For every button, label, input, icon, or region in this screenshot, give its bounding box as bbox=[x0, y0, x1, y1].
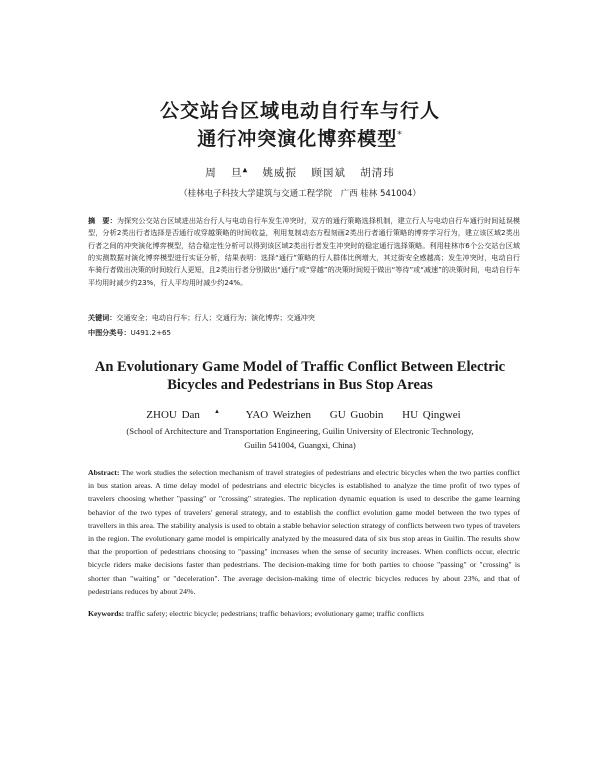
cn-affiliation: （桂林电子科技大学建筑与交通工程学院 广西 桂林 541004） bbox=[179, 189, 421, 199]
en-title-line2: Bicycles and Pedestrians in Bus Stop Areas bbox=[167, 377, 433, 393]
cn-classification bbox=[88, 328, 520, 338]
cn-keywords-text: 交通安全；电动自行车；行人；交通行为；演化博弈；交通冲突 bbox=[116, 313, 315, 322]
cn-abstract-text: 为探究公交站台区域进出站台行人与电动自行车发生冲突时，双方的通行策略选择机制，建立行人与电动自行车通行时间延误模型，分析2类出行者选择是否通行或穿越策略的时间收益，利用复制动态方程刻画2类出行者通行策略的博弈学习行为，建立该区域2类出行者之间的冲突演化博弈模型，结合稳定性分析可以得到该区域2类出行者发生冲突时的稳定通行选择策略。利用桂林市6个公交站台区域的实测数据对演化博弈模型进行实证分析，结果表明：选择“通行”策略的行人群体比例增大，其过街安全感越高；发生冲突时，电动自行车骑行者做出决策的时间较行人更短，且2类出行者分别做出“通行”或“穿越”的决策时间短于做出“等待”或“减速”的决策时间，电动自行车平均用时减少约23%，行人平均用时减少约24%。 bbox=[88, 216, 521, 287]
cn-title-line2: 通行冲突演化博弈模型* bbox=[197, 128, 403, 150]
en-abstract-text: The work studies the selection mechanism of travel strategies of pedestrians and electric bicycles when the two parties conflict in bus station areas. A time delay model of pedestrians and electric bicycles is established to analyze the time profit of two types of travelers choosing whether "passing" or "crossing" strategies. The replication dynamic equation is used to describe the game learning behavior of the two types of travelers' general strategy, and to establish the conflict evolution game model between the two types of travellers in this area. The stability analysis is used to obtain a stable behavior selection strategy of conflicts between two types of travelers in the region. The evolutionary game model is empirically analyzed by the measured data of six bus stop areas in Guilin. The results show that the proportion of pedestrians choosing to "passing" increases when the sense of security increases. When conflicts occur, electric bicycle riders make decisions faster than pedestrians. The decision-making time for both parties to choose "passing" or "crossing" is shorter than "waiting" or "deceleration". The average decision-making time of electric bicycles reduces by about 23%, and that of pedestrians reduces by about 24%. bbox=[88, 468, 520, 596]
cn-author: 姚威振 bbox=[262, 167, 298, 179]
cn-abstract-label: 摘 要： bbox=[88, 216, 117, 225]
cn-abstract bbox=[88, 215, 520, 289]
cn-classification-code: U491.2+65 bbox=[130, 328, 172, 337]
en-title-line1: An Evolutionary Game Model of Traffic Conflict Between Electric bbox=[94, 359, 506, 375]
cn-author: 周 旦▲ bbox=[205, 166, 249, 179]
en-abstract bbox=[88, 466, 520, 598]
cn-author: 胡清玮 bbox=[360, 167, 395, 179]
cn-keywords-label: 关键词： bbox=[88, 313, 117, 322]
en-author: YAO Weizhen bbox=[245, 409, 312, 421]
title-footnote-mark: * bbox=[397, 130, 403, 141]
cn-classification-label: 中图分类号： bbox=[88, 328, 131, 337]
en-affiliation-line1: (School of Architecture and Transportation Engineering, Guilin University of Electronic Technology, bbox=[126, 426, 474, 436]
en-keywords-text: traffic safety; electric bicycle; pedestrians; traffic behaviors; evolutionary game; traffic conflicts bbox=[126, 609, 424, 618]
en-abstract-label: Abstract: bbox=[88, 468, 120, 477]
en-author: HU Qingwei bbox=[402, 409, 461, 421]
en-keywords bbox=[88, 609, 520, 618]
cn-keywords bbox=[88, 313, 520, 323]
cn-authors bbox=[0, 165, 600, 180]
en-author: ZHOU Dan ▲ bbox=[146, 409, 220, 421]
cn-author: 顾国斌 bbox=[311, 167, 346, 179]
corresponding-author-mark: ▲ bbox=[242, 166, 249, 174]
en-authors bbox=[0, 409, 600, 421]
en-author: GU Guobin bbox=[329, 409, 384, 421]
corresponding-author-mark: ▲ bbox=[213, 409, 220, 416]
cn-title-line1: 公交站台区域电动自行车与行人 bbox=[159, 100, 440, 122]
en-keywords-label: Keywords: bbox=[88, 609, 125, 618]
en-affiliation-line2: Guilin 541004, Guangxi, China) bbox=[244, 440, 356, 450]
